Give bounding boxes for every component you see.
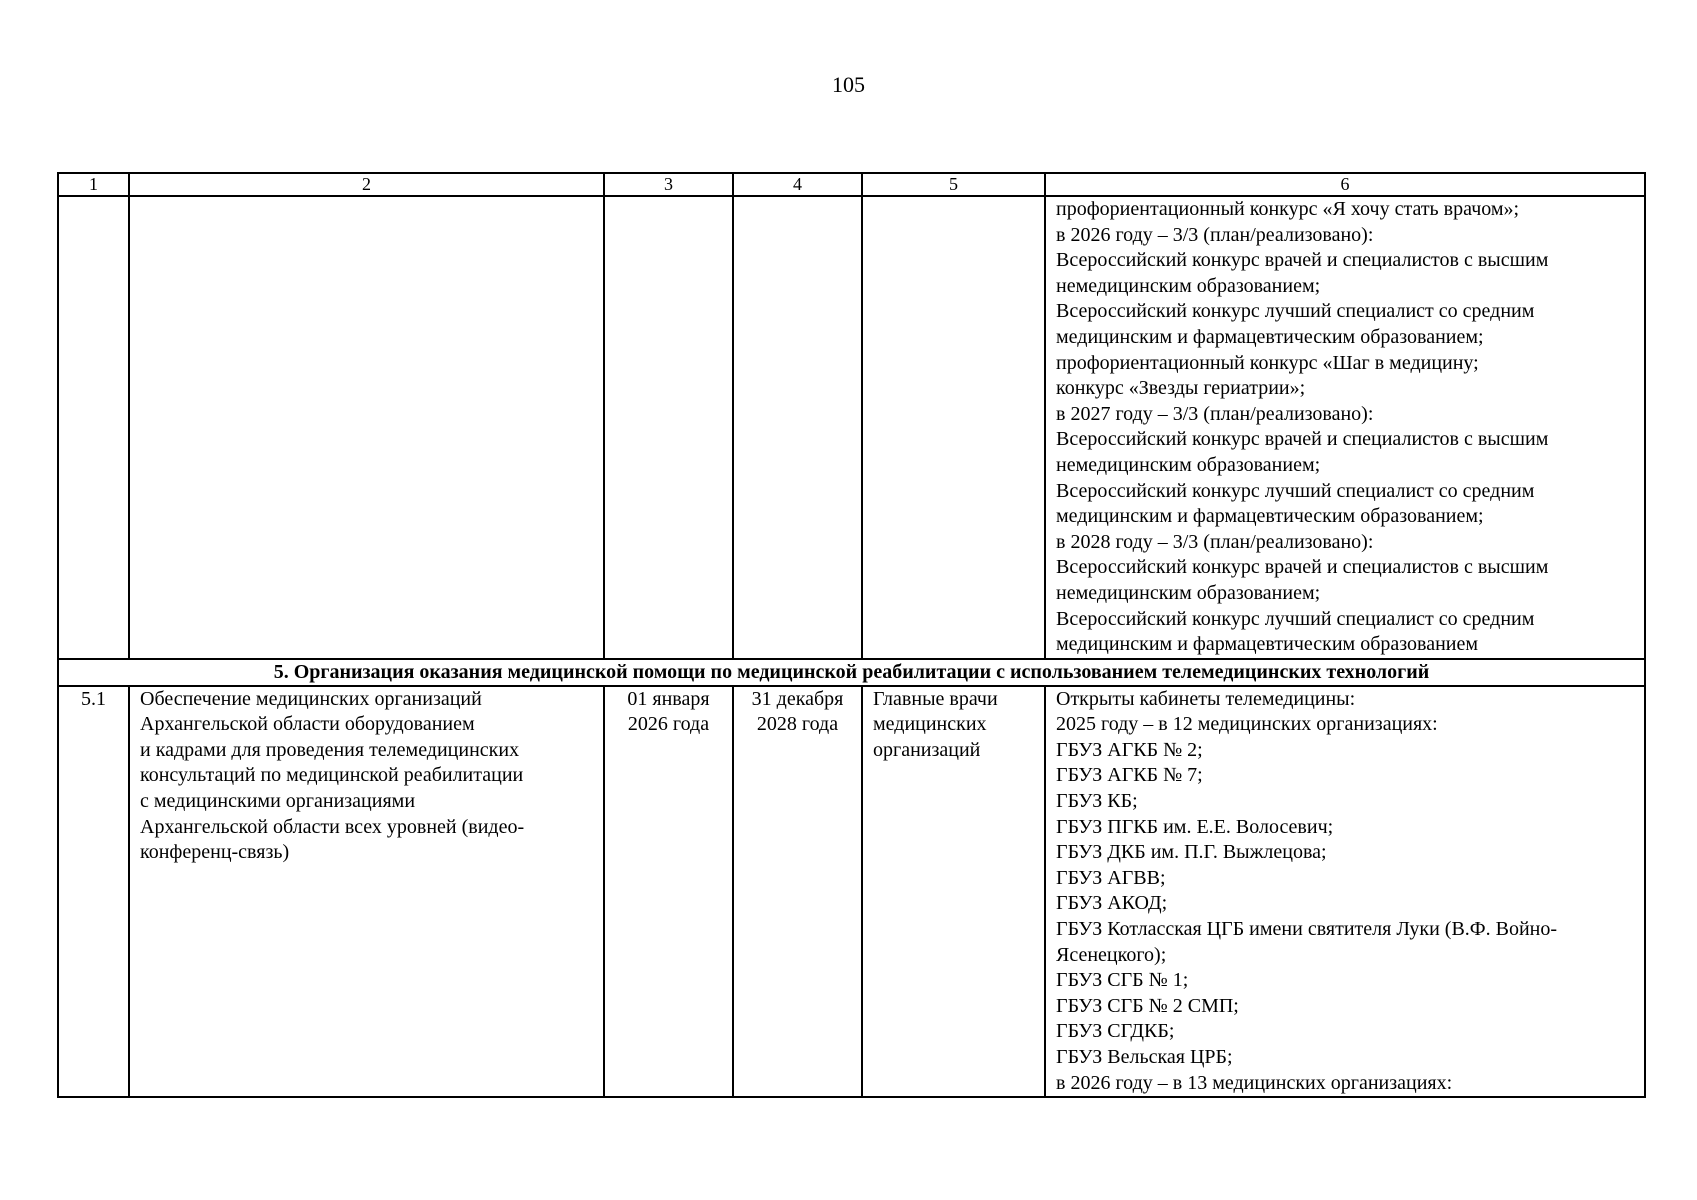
result-line: медицинским и фармацевтическим образованием xyxy=(1056,633,1479,656)
result-line: немедицинским образованием; xyxy=(1056,581,1321,604)
result-line: ГБУЗ АГКБ № 7; xyxy=(1056,764,1203,787)
result-line: Всероссийский конкурс врачей и специалистов с высшим xyxy=(1056,556,1549,579)
result-line: медицинским и фармацевтическим образованием; xyxy=(1056,505,1484,528)
result-line: ГБУЗ АКОД; xyxy=(1056,892,1168,915)
end-date-line: 31 декабря xyxy=(751,687,844,710)
start-date xyxy=(604,686,733,1098)
column-header-1: 1 xyxy=(58,173,129,196)
result-line: ГБУЗ Вельская ЦРБ; xyxy=(1056,1046,1233,1068)
result-line: в 2027 году – 3/3 (план/реализовано): xyxy=(1056,402,1374,425)
result-line: ГБУЗ СГБ № 2 СМП; xyxy=(1056,994,1239,1017)
responsible-line: организаций xyxy=(873,738,981,761)
continuation-col2 xyxy=(129,196,604,659)
result-line: ГБУЗ Котласская ЦГБ имени святителя Луки (В.Ф. Войно- xyxy=(1056,918,1558,941)
result-line: немедицинским образованием; xyxy=(1056,274,1321,297)
activity-description xyxy=(129,686,604,1098)
result-line: ГБУЗ АГВВ; xyxy=(1056,866,1166,889)
result-line: Ясенецкого); xyxy=(1056,943,1167,966)
description-line: с медицинскими организациями xyxy=(140,790,416,813)
description-line: Обеспечение медицинских организаций xyxy=(140,687,482,710)
start-date-line: 01 января xyxy=(627,687,710,710)
column-header-5: 5 xyxy=(862,173,1045,196)
responsible-line: медицинских xyxy=(873,713,987,736)
result-line: в 2026 году – в 13 медицинских организациях: xyxy=(1056,1071,1453,1094)
result-line: 2025 году – в 12 медицинских организациях: xyxy=(1056,713,1438,736)
continuation-col1 xyxy=(58,196,129,659)
description-line: конференц-связь) xyxy=(140,841,290,864)
activity-result xyxy=(1045,686,1645,1098)
section-heading: 5. Организация оказания медицинской помощи по медицинской реабилитации с использованием телемедицинских технологий xyxy=(58,659,1645,686)
result-line: медицинским и фармацевтическим образованием; xyxy=(1056,325,1484,348)
result-line: Всероссийский конкурс лучший специалист со средним xyxy=(1056,607,1535,630)
result-line: конкурс «Звезды гериатрии»; xyxy=(1056,377,1306,400)
start-date-line: 2026 года xyxy=(627,713,710,736)
result-line: Всероссийский конкурс лучший специалист со средним xyxy=(1056,300,1535,323)
description-line: Архангельской области всех уровней (видео- xyxy=(140,815,525,838)
column-header-3: 3 xyxy=(604,173,733,196)
end-date-line: 2028 года xyxy=(756,713,839,736)
description-line: и кадрами для проведения телемедицинских xyxy=(140,738,520,761)
result-line: профориентационный конкурс «Шаг в медицину; xyxy=(1056,351,1479,374)
page-number: 105 xyxy=(832,72,865,97)
responsible-line: Главные врачи xyxy=(873,687,998,710)
column-header-4: 4 xyxy=(733,173,862,196)
row-number: 5.1 xyxy=(58,686,129,1098)
result-line: ГБУЗ СГБ № 1; xyxy=(1056,969,1189,992)
result-line: Всероссийский конкурс врачей и специалистов с высшим xyxy=(1056,428,1549,451)
column-header-2: 2 xyxy=(129,173,604,196)
document-table xyxy=(57,172,1646,1098)
description-line: консультаций по медицинской реабилитации xyxy=(140,764,524,787)
table-header xyxy=(58,173,1645,196)
continuation-result-cell xyxy=(1045,196,1645,659)
description-line: Архангельской области оборудованием xyxy=(140,713,475,736)
result-line: Открыты кабинеты телемедицины: xyxy=(1056,687,1356,710)
responsible-executor xyxy=(862,686,1045,1098)
continuation-col4 xyxy=(733,196,862,659)
continuation-row xyxy=(58,196,1645,659)
result-line: в 2026 году – 3/3 (план/реализовано): xyxy=(1056,223,1374,246)
result-line: Всероссийский конкурс лучший специалист со средним xyxy=(1056,479,1535,502)
continuation-col3 xyxy=(604,196,733,659)
section-heading-row xyxy=(58,659,1645,686)
result-line: в 2028 году – 3/3 (план/реализовано): xyxy=(1056,530,1374,553)
column-number-row xyxy=(58,173,1645,196)
result-line: ГБУЗ КБ; xyxy=(1056,790,1138,813)
result-line: Всероссийский конкурс врачей и специалистов с высшим xyxy=(1056,249,1549,272)
continuation-col5 xyxy=(862,196,1045,659)
result-line: ГБУЗ ДКБ им. П.Г. Выжлецова; xyxy=(1056,841,1327,864)
result-line: ГБУЗ СГДКБ; xyxy=(1056,1020,1175,1043)
table-row-5-1 xyxy=(58,686,1645,1098)
result-line: ГБУЗ АГКБ № 2; xyxy=(1056,738,1203,761)
result-line: ГБУЗ ПГКБ им. Е.Е. Волосевич; xyxy=(1056,815,1334,838)
result-line: профориентационный конкурс «Я хочу стать врачом»; xyxy=(1056,198,1520,220)
column-header-6: 6 xyxy=(1045,173,1645,196)
end-date xyxy=(733,686,862,1098)
result-line: немедицинским образованием; xyxy=(1056,453,1321,476)
